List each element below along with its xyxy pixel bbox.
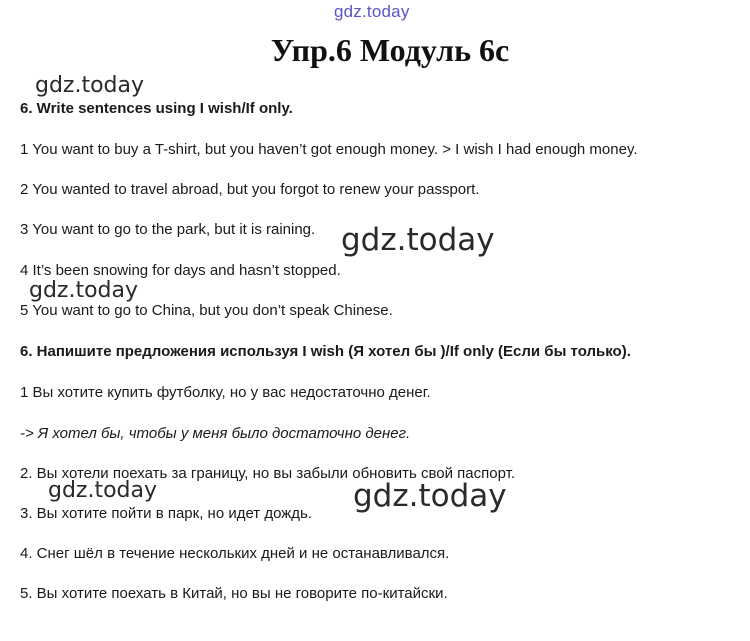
- russian-item: 5. Вы хотите поехать в Китай, но вы не говорите по-китайски.: [20, 585, 448, 602]
- watermark: gdz.today: [341, 222, 495, 258]
- watermark: gdz.today: [29, 278, 139, 303]
- russian-item: 2. Вы хотели поехать за границу, но вы забыли обновить свой паспорт.: [20, 465, 515, 482]
- page-title: Упр.6 Модуль 6с: [270, 32, 510, 68]
- russian-item: 3. Вы хотите пойти в парк, но идет дождь.: [20, 505, 313, 522]
- english-item: 4 It’s been snowing for days and hasn’t stopped.: [20, 262, 341, 279]
- english-item: 2 You wanted to travel abroad, but you forgot to renew your passport.: [20, 181, 480, 198]
- russian-answer: -> Я хотел бы, чтобы у меня было достаточно денег.: [20, 425, 411, 442]
- russian-item: 4. Снег шёл в течение нескольких дней и не останавливался.: [20, 545, 450, 562]
- watermark: gdz.today: [35, 73, 145, 98]
- watermark: gdz.today: [353, 478, 507, 514]
- watermark-top: gdz.today: [334, 2, 410, 21]
- english-heading: 6. Write sentences using I wish/If only.: [20, 100, 293, 117]
- russian-item: 1 Вы хотите купить футболку, но у вас недостаточно денег.: [20, 384, 431, 401]
- russian-heading: 6. Напишите предложения используя I wish (Я хотел бы )/If only (Если бы только).: [20, 343, 631, 360]
- english-item: 3 You want to go to the park, but it is raining.: [20, 221, 316, 238]
- english-item: 5 You want to go to China, but you don’t speak Chinese.: [20, 302, 393, 319]
- watermark: gdz.today: [48, 478, 158, 503]
- english-item: 1 You want to buy a T-shirt, but you haven’t got enough money. > I wish I had enough money.: [20, 141, 638, 158]
